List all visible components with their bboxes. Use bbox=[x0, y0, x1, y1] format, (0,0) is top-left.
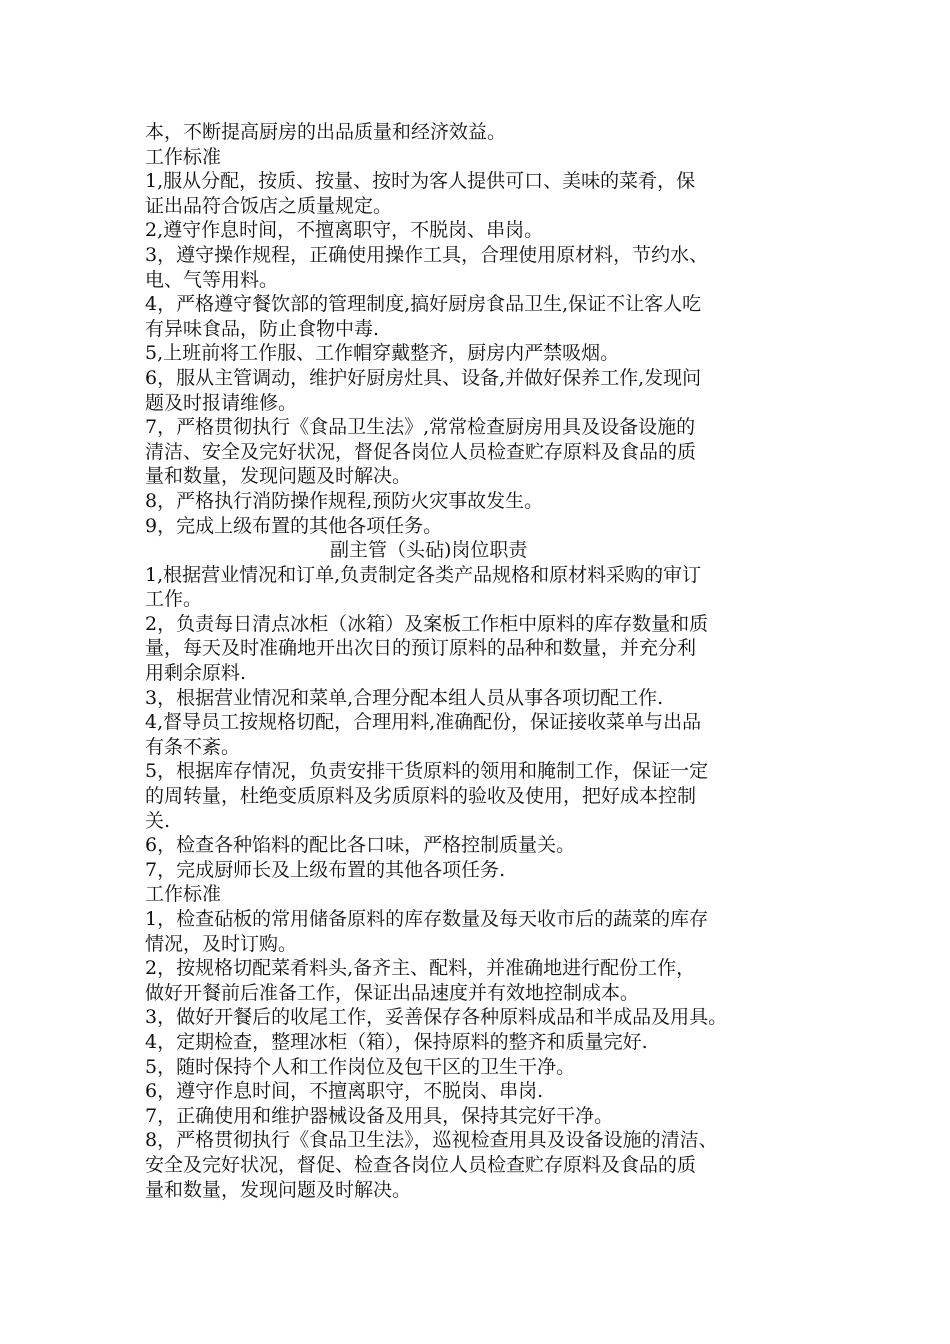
text-line: 4,督导员工按规格切配，合理用料,准确配份，保证接收菜单与出品 bbox=[145, 711, 702, 734]
text-line: 3，根据营业情况和菜单,合理分配本组人员从事各项切配工作. bbox=[145, 686, 664, 709]
text-line: 清洁、安全及完好状况，督促各岗位人员检查贮存原料及食品的质 bbox=[145, 440, 697, 463]
text-line: 4，定期检查，整理冰柜（箱），保持原料的整齐和质量完好. bbox=[145, 1030, 648, 1053]
text-line: 5,上班前将工作服、工作帽穿戴整齐，厨房内严禁吸烟。 bbox=[145, 342, 620, 365]
text-line: 1，检查砧板的常用储备原料的库存数量及每天收市后的蔬菜的库存 bbox=[145, 908, 709, 930]
text-line: 有条不紊。 bbox=[145, 735, 241, 758]
text-line: 关. bbox=[145, 809, 171, 832]
text-line: 证出品符合饭店之质量规定。 bbox=[145, 194, 393, 217]
text-line: 6，服从主管调动，维护好厨房灶具、设备,并做好保养工作,发现问 bbox=[145, 366, 702, 389]
text-line: 2，负责每日清点冰柜（冰箱）及案板工作柜中原料的库存数量和质 bbox=[145, 612, 709, 635]
text-line: 8，严格贯彻执行《食品卫生法》，巡视检查用具及设备设施的清洁、 bbox=[145, 1129, 718, 1152]
text-line: 有异味食品，防止食物中毒. bbox=[145, 317, 380, 340]
text-line: 本，不断提高厨房的出品质量和经济效益。 bbox=[145, 121, 507, 143]
text-line: 2,遵守作息时间，不擅离职守，不脱岗、串岗。 bbox=[145, 219, 544, 242]
text-line: 5，随时保持个人和工作岗位及包干区的卫生干净。 bbox=[145, 1055, 576, 1078]
text-line: 量，每天及时准确地开出次日的预订原料的品种和数量，并充分利 bbox=[145, 637, 697, 660]
section-heading-work-standard: 工作标准 bbox=[145, 145, 222, 168]
text-line: 7，正确使用和维护器械设备及用具，保持其完好干净。 bbox=[145, 1104, 614, 1127]
text-line: 量和数量，发现问题及时解决。 bbox=[145, 465, 412, 488]
section-heading-work-standard: 工作标准 bbox=[145, 883, 222, 906]
text-line: 用剩余原料. bbox=[145, 662, 247, 685]
document-body bbox=[145, 120, 825, 1202]
text-line: 安全及完好状况，督促、检查各岗位人员检查贮存原料及食品的质 bbox=[145, 1153, 697, 1176]
text-line: 做好开餐前后准备工作，保证出品速度并有效地控制成本。 bbox=[145, 981, 640, 1004]
section-title-deputy-supervisor: 副主管（头砧)岗位职责 bbox=[330, 539, 528, 562]
text-line: 量和数量，发现问题及时解决。 bbox=[145, 1178, 412, 1201]
text-line: 2，按规格切配菜肴料头,备齐主、配料，并准确地进行配份工作， bbox=[145, 957, 696, 980]
text-line: 4，严格遵守餐饮部的管理制度,搞好厨房食品卫生,保证不让客人吃 bbox=[145, 293, 702, 316]
text-line: 9，完成上级布置的其他各项任务。 bbox=[145, 514, 443, 537]
text-line: 电、气等用料。 bbox=[145, 268, 279, 291]
text-line: 工作。 bbox=[145, 588, 203, 611]
text-line: 5，根据库存情况，负责安排干货原料的领用和腌制工作，保证一定 bbox=[145, 760, 709, 783]
text-line: 6，检查各种馅料的配比各口味，严格控制质量关。 bbox=[145, 834, 576, 857]
text-line: 1,根据营业情况和订单,负责制定各类产品规格和原材料采购的审订 bbox=[145, 563, 702, 586]
text-line: 1,服从分配，按质、按量、按时为客人提供可口、美味的菜肴，保 bbox=[145, 170, 696, 193]
text-line: 6，遵守作息时间，不擅离职守，不脱岗、串岗. bbox=[145, 1080, 544, 1103]
text-line: 8，严格执行消防操作规程,预防火灾事故发生。 bbox=[145, 489, 544, 512]
text-line: 题及时报请维修。 bbox=[145, 391, 298, 414]
text-line: 7，完成厨师长及上级布置的其他各项任务. bbox=[145, 858, 506, 881]
text-line: 3，做好开餐后的收尾工作，妥善保存各种原料成品和半成品及用具。 bbox=[145, 1006, 728, 1029]
text-line: 7，严格贯彻执行《食品卫生法》,常常检查厨房用具及设备设施的 bbox=[145, 416, 696, 439]
text-line: 的周转量，杜绝变质原料及劣质原料的验收及使用，把好成本控制 bbox=[145, 785, 697, 808]
text-line: 3，遵守操作规程，正确使用操作工具，合理使用原材料，节约水、 bbox=[145, 243, 709, 266]
text-line: 情况，及时订购。 bbox=[145, 932, 298, 955]
